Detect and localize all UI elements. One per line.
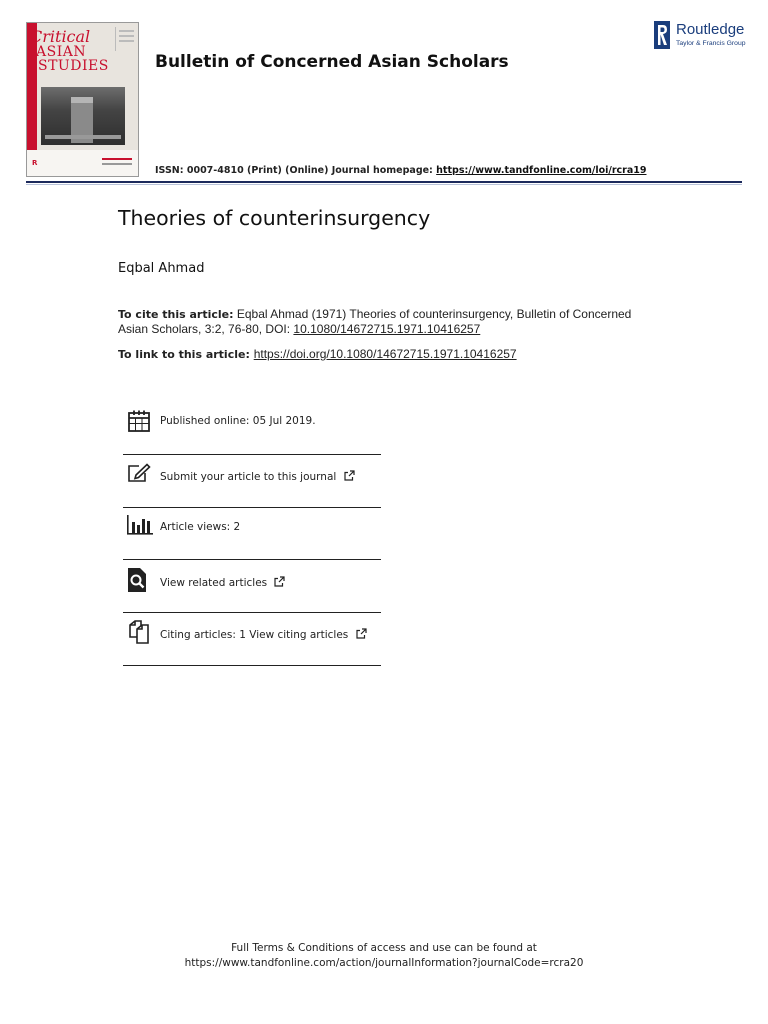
journal-title: Bulletin of Concerned Asian Scholars [155, 52, 509, 72]
terms-footer [0, 941, 768, 971]
external-link-icon [356, 628, 367, 639]
terms-line: Full Terms & Conditions of access and use can be found at [231, 942, 537, 954]
journal-homepage-link[interactable]: https://www.tandfonline.com/loi/rcra19 [436, 165, 647, 176]
bar-chart-icon [127, 515, 153, 535]
cover-title-line2: ASIAN [36, 44, 87, 60]
article-author: Eqbal Ahmad [118, 261, 205, 276]
published-date: Published online: 05 Jul 2019. [160, 415, 316, 427]
link-label: To link to this article: [118, 348, 254, 361]
journal-cover-image [26, 22, 139, 177]
cover-title-line1: Critical [30, 27, 91, 46]
info-divider [123, 559, 381, 560]
citation-doi-link[interactable]: 10.1080/14672715.1971.10416257 [293, 322, 481, 336]
cover-title-line3: STUDIES [38, 58, 109, 74]
publisher-group: Taylor & Francis Group [676, 40, 746, 47]
submit-article-link[interactable]: Submit your article to this journal [160, 471, 337, 483]
citation-block [118, 307, 648, 336]
routledge-r-icon [654, 21, 670, 49]
article-link-line [118, 347, 678, 361]
related-articles-link[interactable]: View related articles [160, 577, 268, 589]
article-views: Article views: 2 [160, 521, 241, 533]
article-title: Theories of counterinsurgency [118, 206, 431, 230]
citation-label: To cite this article: [118, 308, 234, 321]
cover-photo [41, 87, 125, 145]
cover-footer [27, 150, 138, 176]
edit-icon [127, 463, 151, 483]
info-divider [123, 612, 381, 613]
citing-documents-icon [127, 620, 151, 644]
header-divider-light [26, 184, 742, 185]
routledge-logo[interactable] [652, 20, 752, 52]
article-doi-url[interactable]: https://doi.org/10.1080/14672715.1971.10416257 [253, 347, 517, 361]
external-link-icon [274, 576, 285, 587]
cover-publisher-logo: R [32, 159, 38, 167]
info-divider [123, 454, 381, 455]
info-divider [123, 665, 381, 666]
cover-volume-block [115, 27, 134, 51]
external-link-icon [344, 470, 355, 481]
info-divider [123, 507, 381, 508]
calendar-icon [127, 409, 151, 433]
issn-text: ISSN: 0007-4810 (Print) (Online) Journal homepage: [155, 165, 437, 176]
document-search-icon [127, 567, 149, 593]
cover-title [30, 27, 109, 74]
issn-line [155, 165, 646, 176]
publisher-name: Routledge [676, 21, 745, 38]
terms-url[interactable]: https://www.tandfonline.com/action/journalInformation?journalCode=rcra20 [184, 957, 584, 969]
citing-articles-link[interactable]: Citing articles: 1 View citing articles [160, 629, 349, 641]
citation-text: Eqbal Ahmad (1971) Theories of counterinsurgency, Bulletin of Concerned Asian Scholars, 3:2, 76-80, DOI: [118, 307, 632, 336]
header-divider [26, 181, 742, 183]
